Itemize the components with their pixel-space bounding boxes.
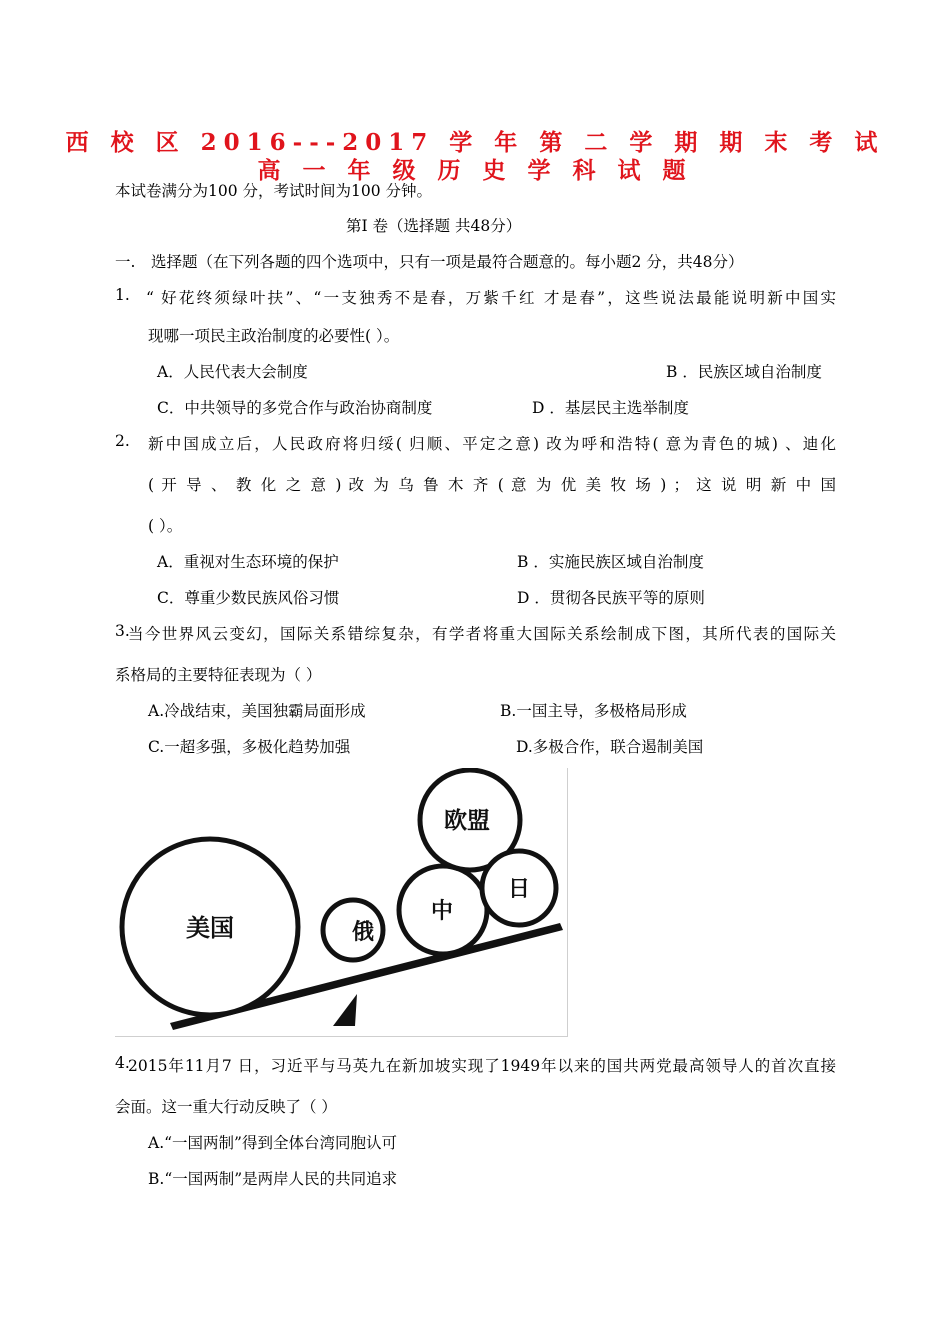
q1-number: 1.: [115, 286, 130, 304]
q3-option-b: B.一国主导，多极格局形成: [500, 702, 687, 720]
q2-option-a: A．重视对生态环境的保护: [157, 553, 339, 571]
q1-option-d: D ．基层民主选举制度: [532, 399, 689, 417]
q4-option-b: B.“一国两制”是两岸人民的共同追求: [148, 1170, 398, 1188]
q2-option-b: B ．实施民族区域自治制度: [517, 553, 704, 571]
q3-option-c: C.一超多强，多极化趋势加强: [148, 738, 351, 756]
label-russia: 俄: [351, 920, 375, 945]
q1-stem-line2: 现哪一项民主政治制度的必要性( ）。: [148, 327, 400, 345]
q4-number: 4.: [115, 1054, 130, 1072]
exam-title-line1: 西 校 区 2016---2017 学 年 第 二 学 期 期 末 考 试: [65, 129, 885, 156]
q3-option-a: A.冷战结束，美国独霸局面形成: [148, 702, 366, 720]
label-japan: 日: [507, 877, 531, 902]
q4-stem-line2: 会面。这一重大行动反映了（ ）: [115, 1098, 337, 1116]
instruction-number: 一.: [115, 253, 136, 271]
seesaw-illustration: [115, 768, 567, 1036]
q3-option-d: D.多极合作，联合遏制美国: [516, 738, 704, 756]
q1-option-a: A．人民代表大会制度: [157, 363, 308, 381]
q4-option-a: A.“一国两制”得到全体台湾同胞认可: [148, 1134, 397, 1152]
seesaw-fulcrum: [333, 994, 357, 1026]
q3-number: 3.: [115, 622, 130, 640]
label-china: 中: [430, 899, 454, 924]
q2-option-d: D ．贯彻各民族平等的原则: [517, 589, 705, 607]
q2-number: 2.: [115, 432, 130, 450]
label-usa: 美国: [186, 914, 234, 942]
q2-option-c: C．尊重少数民族风俗习惯: [157, 589, 340, 607]
instruction-text: 选择题（在下列各题的四个选项中，只有一项是最符合题意的。每小题2 分，共48分）: [151, 253, 744, 271]
q2-stem-line2: ( 开 导 、 教 化 之 意 ) 改 为 乌 鲁 木 齐 ( 意 为 优 美 牧 场 ) ； 这 说 明 新 中 国: [148, 476, 836, 494]
world-powers-seesaw-figure: [115, 768, 568, 1037]
intro-text: 本试卷满分为100 分，考试时间为100 分钟。: [115, 182, 433, 200]
q1-option-b: B ．民族区域自治制度: [666, 363, 822, 381]
q3-stem-line2: 系格局的主要特征表现为（ ）: [115, 666, 322, 684]
label-eu: 欧盟: [444, 808, 490, 834]
q3-stem-line1: 当今世界风云变幻，国际关系错综复杂，有学者将重大国际关系绘制成下图，其所代表的国际关: [128, 625, 836, 643]
q1-stem-line1: “ 好花终须绿叶扶”、“一支独秀不是春，万紫千红 才是春”，这些说法最能说明新中国实: [146, 289, 836, 307]
q4-stem-line1: 2015年11月7 日，习近平与马英九在新加坡实现了1949年以来的国共两党最高领导人的首次直接: [128, 1057, 836, 1075]
section-label: 第I 卷（选择题 共48分）: [346, 217, 522, 235]
q2-stem-line3: ( ）。: [148, 517, 183, 535]
q1-option-c: C．中共领导的多党合作与政治协商制度: [157, 399, 433, 417]
exam-title-line2: 高 一 年 级 历 史 学 科 试 题: [257, 157, 693, 184]
q2-stem-line1: 新中国成立后，人民政府将归绥( 归顺、平定之意) 改为呼和浩特( 意为青色的城) 、迪化: [148, 435, 836, 453]
